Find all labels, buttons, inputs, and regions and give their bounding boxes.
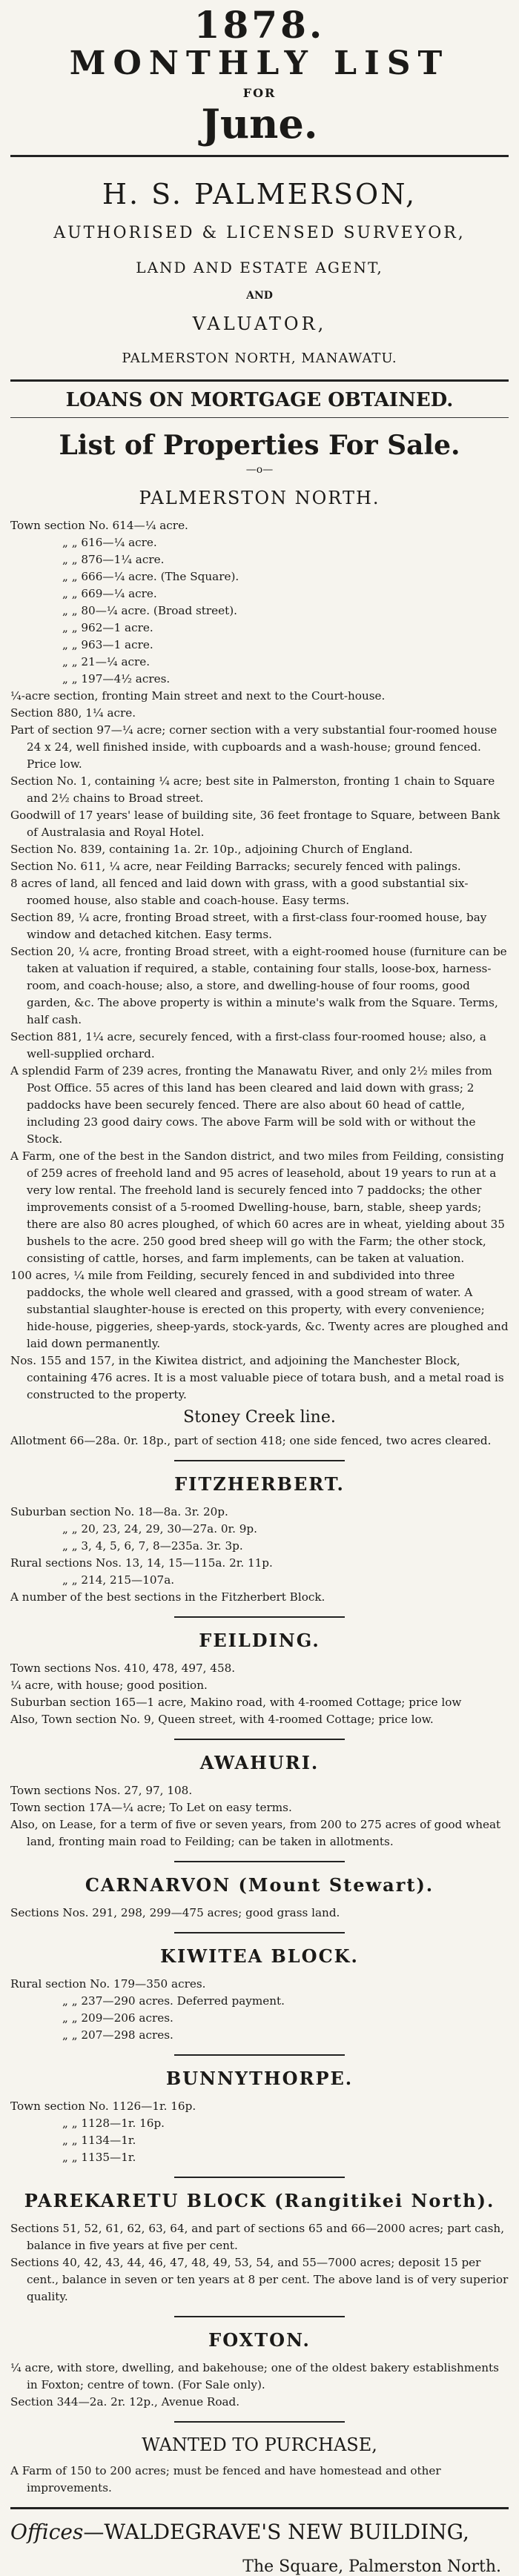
list-item: Sections 51, 52, 61, 62, 63, 64, and part of sections 65 and 66—2000 acres; part cash, balance in five years at five per cent. <box>10 2222 505 2252</box>
list-item: Also, Town section No. 9, Queen street, with 4-roomed Cottage; price low. <box>10 1713 434 1726</box>
divider <box>174 1616 345 1618</box>
list-item: Section No. 839, containing 1a. 2r. 10p., adjoining Church of England. <box>10 843 413 856</box>
list-item: Town section 17A—¼ acre; To Let on easy terms. <box>10 1801 292 1814</box>
list-item: „ „ 1135—1r. <box>62 2151 136 2164</box>
section-heading: FEILDING. <box>199 1630 320 1651</box>
list-item: „ „ 616—¼ acre. <box>62 536 157 549</box>
divider <box>174 1739 345 1740</box>
divider <box>174 1932 345 1933</box>
list-item: Town section No. 1126—1r. 16p. <box>10 2099 196 2113</box>
offices-address: The Square, Palmerston North. <box>242 2557 501 2576</box>
divider <box>174 2421 345 2423</box>
list-item: „ „ 207—298 acres. <box>62 2028 173 2042</box>
list-item: „ „ 197—4½ acres. <box>62 672 171 686</box>
document-page <box>0 3 519 2576</box>
month: June. <box>201 100 318 147</box>
list-item: Section No. 1, containing ¼ acre; best site in Palmerston, fronting 1 chain to Square and 2½ chains to Broad street. <box>10 774 495 805</box>
divider <box>174 2316 345 2317</box>
section-heading: PAREKARETU BLOCK (Rangitikei North). <box>24 2190 495 2211</box>
list-item: Sections Nos. 291, 298, 299—475 acres; good grass land. <box>10 1906 340 1919</box>
firm-and: AND <box>246 290 273 302</box>
section-heading: PALMERSTON NORTH. <box>139 488 380 508</box>
firm-name: H. S. PALMERSON, <box>102 178 417 210</box>
list-item: Rural section No. 179—350 acres. <box>10 1977 206 1991</box>
section-heading: AWAHURI. <box>199 1752 320 1773</box>
list-item: 100 acres, ¼ mile from Feilding, securely fenced in and subdivided into three paddocks, the whole well cleared and grassed, with a good stream of water. A substantial slaughter-house is erected on this property, with every convenience; hide-house, piggeries, sheep-yards, stock-yards, &c. Twenty acres are ploughed and laid down permanently. <box>10 1269 509 1350</box>
list-item: „ „ 209—206 acres. <box>62 2011 173 2025</box>
list-item: „ „ 1134—1r. <box>62 2134 136 2147</box>
list-item: A number of the best sections in the Fitzherbert Block. <box>10 1590 325 1604</box>
for-label: FOR <box>242 86 277 100</box>
list-item: ¼ acre, with store, dwelling, and bakehouse; one of the oldest bakery establishments in Foxton; centre of town. (For Sale only). <box>10 2361 499 2391</box>
list-item: Rural sections Nos. 13, 14, 15—115a. 2r. 11p. <box>10 1556 273 1570</box>
list-item: „ „ 80—¼ acre. (Broad street). <box>62 604 237 617</box>
firm-role-valuator: VALUATOR, <box>192 313 327 334</box>
list-title: List of Properties For Sale. <box>59 430 460 461</box>
divider <box>10 155 509 157</box>
divider <box>174 1460 345 1461</box>
divider <box>174 1861 345 1862</box>
list-item: „ „ 962—1 acre. <box>62 621 153 634</box>
list-item: Section 20, ¼ acre, fronting Broad street, with a eight-roomed house (furniture can be taken at valuation if required, a stable, containing four stalls, loose-box, harness-room, and coach-house; also, a store, and dwelling-house of four rooms, good garden, &c. The above property is within a minute's walk from the Square. Terms, half cash. <box>10 945 507 1026</box>
divider <box>10 417 509 418</box>
list-item: „ „ 666—¼ acre. (The Square). <box>62 570 239 583</box>
offices-line <box>10 2520 509 2544</box>
wanted-text: A Farm of 150 to 200 acres; must be fenced and have homestead and other improvements. <box>10 2464 441 2494</box>
list-item: „ „ 20, 23, 24, 29, 30—27a. 0r. 9p. <box>62 1522 257 1536</box>
section-heading: FITZHERBERT. <box>174 1473 345 1495</box>
divider <box>10 2507 509 2509</box>
offices-label: Offices <box>10 2520 84 2544</box>
list-item: „ „ 876—1¼ acre. <box>62 553 165 566</box>
firm-role-agent: LAND AND ESTATE AGENT, <box>136 259 383 276</box>
divider <box>10 379 509 382</box>
list-item: Section 880, 1¼ acre. <box>10 706 136 720</box>
list-item: Sections 40, 42, 43, 44, 46, 47, 48, 49, 53, 54, and 55—7000 acres; deposit 15 per cent., balance in seven or ten years at 8 per cent. The above land is of very superior quality. <box>10 2256 509 2303</box>
ornament: —o— <box>245 464 274 476</box>
list-item: Town sections Nos. 27, 97, 108. <box>10 1784 193 1797</box>
firm-role-surveyor: AUTHORISED & LICENSED SURVEYOR, <box>53 224 466 242</box>
list-item: Section 89, ¼ acre, fronting Broad street, with a first-class four-roomed house, bay window and detached kitchen. Easy terms. <box>10 911 487 941</box>
list-item: „ „ 1128—1r. 16p. <box>62 2117 165 2130</box>
list-item: ¼ acre, with house; good position. <box>10 1679 208 1692</box>
section-heading: BUNNYTHORPE. <box>165 2068 354 2089</box>
offices-building: —WALDEGRAVE'S NEW BUILDING, <box>83 2520 469 2544</box>
divider <box>174 2177 345 2178</box>
loans-notice: LOANS ON MORTGAGE OBTAINED. <box>65 389 454 411</box>
list-item: A Farm, one of the best in the Sandon district, and two miles from Feilding, consisting of 259 acres of freehold land and 95 acres of leasehold, about 19 years to run at a very low rental. The freehold land is securely fenced into 7 paddocks; the other improvements consist of a 5-roomed Dwelling-house, barn, stable, sheep yards; there are also 80 acres ploughed, of which 60 acres are in wheat, yielding about 35 bushels to the acre. 250 good bred sheep will go with the Farm; the other stock, consisting of cattle, horses, and farm implements, can be taken at valuation. <box>10 1149 505 1265</box>
list-item: Town section No. 614—¼ acre. <box>10 519 188 532</box>
divider <box>174 2054 345 2056</box>
section-heading: KIWITEA BLOCK. <box>160 1945 359 1967</box>
list-item: Nos. 155 and 157, in the Kiwitea district, and adjoining the Manchester Block, containing 476 acres. It is a most valuable piece of totara bush, and a metal road is constructed to the property. <box>10 1354 504 1401</box>
list-item: Town sections Nos. 410, 478, 497, 458. <box>10 1662 236 1675</box>
list-item: „ „ 237—290 acres. Deferred payment. <box>62 1994 285 2008</box>
list-item: Section 881, 1¼ acre, securely fenced, with a first-class four-roomed house; also, a well-supplied orchard. <box>10 1030 486 1060</box>
section-heading: CARNARVON (Mount Stewart). <box>85 1874 434 1896</box>
list-item: „ „ 214, 215—107a. <box>62 1573 175 1587</box>
property-sections <box>10 488 509 2411</box>
section-heading: FOXTON. <box>208 2329 311 2351</box>
sub-heading: Stoney Creek line. <box>183 1408 336 1427</box>
list-item: „ „ 21—¼ acre. <box>62 655 151 668</box>
list-item: Goodwill of 17 years' lease of building site, 36 feet frontage to Square, between Bank of Australasia and Royal Hotel. <box>10 809 500 839</box>
list-item: Section No. 611, ¼ acre, near Feilding Barracks; securely fenced with palings. <box>10 860 461 873</box>
firm-address: PALMERSTON NORTH, MANAWATU. <box>122 351 397 366</box>
list-item: „ „ 3, 4, 5, 6, 7, 8—235a. 3r. 3p. <box>62 1539 243 1553</box>
list-item: ¼-acre section, fronting Main street and next to the Court-house. <box>10 689 386 703</box>
list-item: Part of section 97—¼ acre; corner section with a very substantial four-roomed house 24 x 24, well finished inside, with cupboards and a wash-house; ground fenced. Price low. <box>10 723 497 771</box>
list-item: Also, on Lease, for a term of five or seven years, from 200 to 275 acres of good wheat land, fronting main road to Feilding; can be taken in allotments. <box>10 1818 501 1848</box>
wanted-heading: WANTED TO PURCHASE, <box>142 2434 377 2455</box>
year: 1878. <box>194 3 325 47</box>
list-item: Section 344—2a. 2r. 12p., Avenue Road. <box>10 2395 240 2409</box>
list-item: A splendid Farm of 239 acres, fronting the Manawatu River, and only 2½ miles from Post Office. 55 acres of this land has been cleared and laid down with grass; 2 paddocks have been securely fenced. There are also about 60 head of cattle, including 23 good dairy cows. The above Farm will be sold with or without the Stock. <box>10 1064 492 1146</box>
list-item: Suburban section No. 18—8a. 3r. 20p. <box>10 1505 228 1518</box>
list-item: 8 acres of land, all fenced and laid down with grass, with a good substantial six-roomed house, also stable and coach-house. Easy terms. <box>10 877 469 907</box>
list-item: Allotment 66—28a. 0r. 18p., part of section 418; one side fenced, two acres cleared. <box>10 1434 492 1447</box>
list-item: „ „ 669—¼ acre. <box>62 587 157 600</box>
monthly-list-title: MONTHLY LIST <box>69 44 450 82</box>
list-item: „ „ 963—1 acre. <box>62 638 153 651</box>
list-item: Suburban section 165—1 acre, Makino road, with 4-roomed Cottage; price low <box>10 1696 462 1709</box>
